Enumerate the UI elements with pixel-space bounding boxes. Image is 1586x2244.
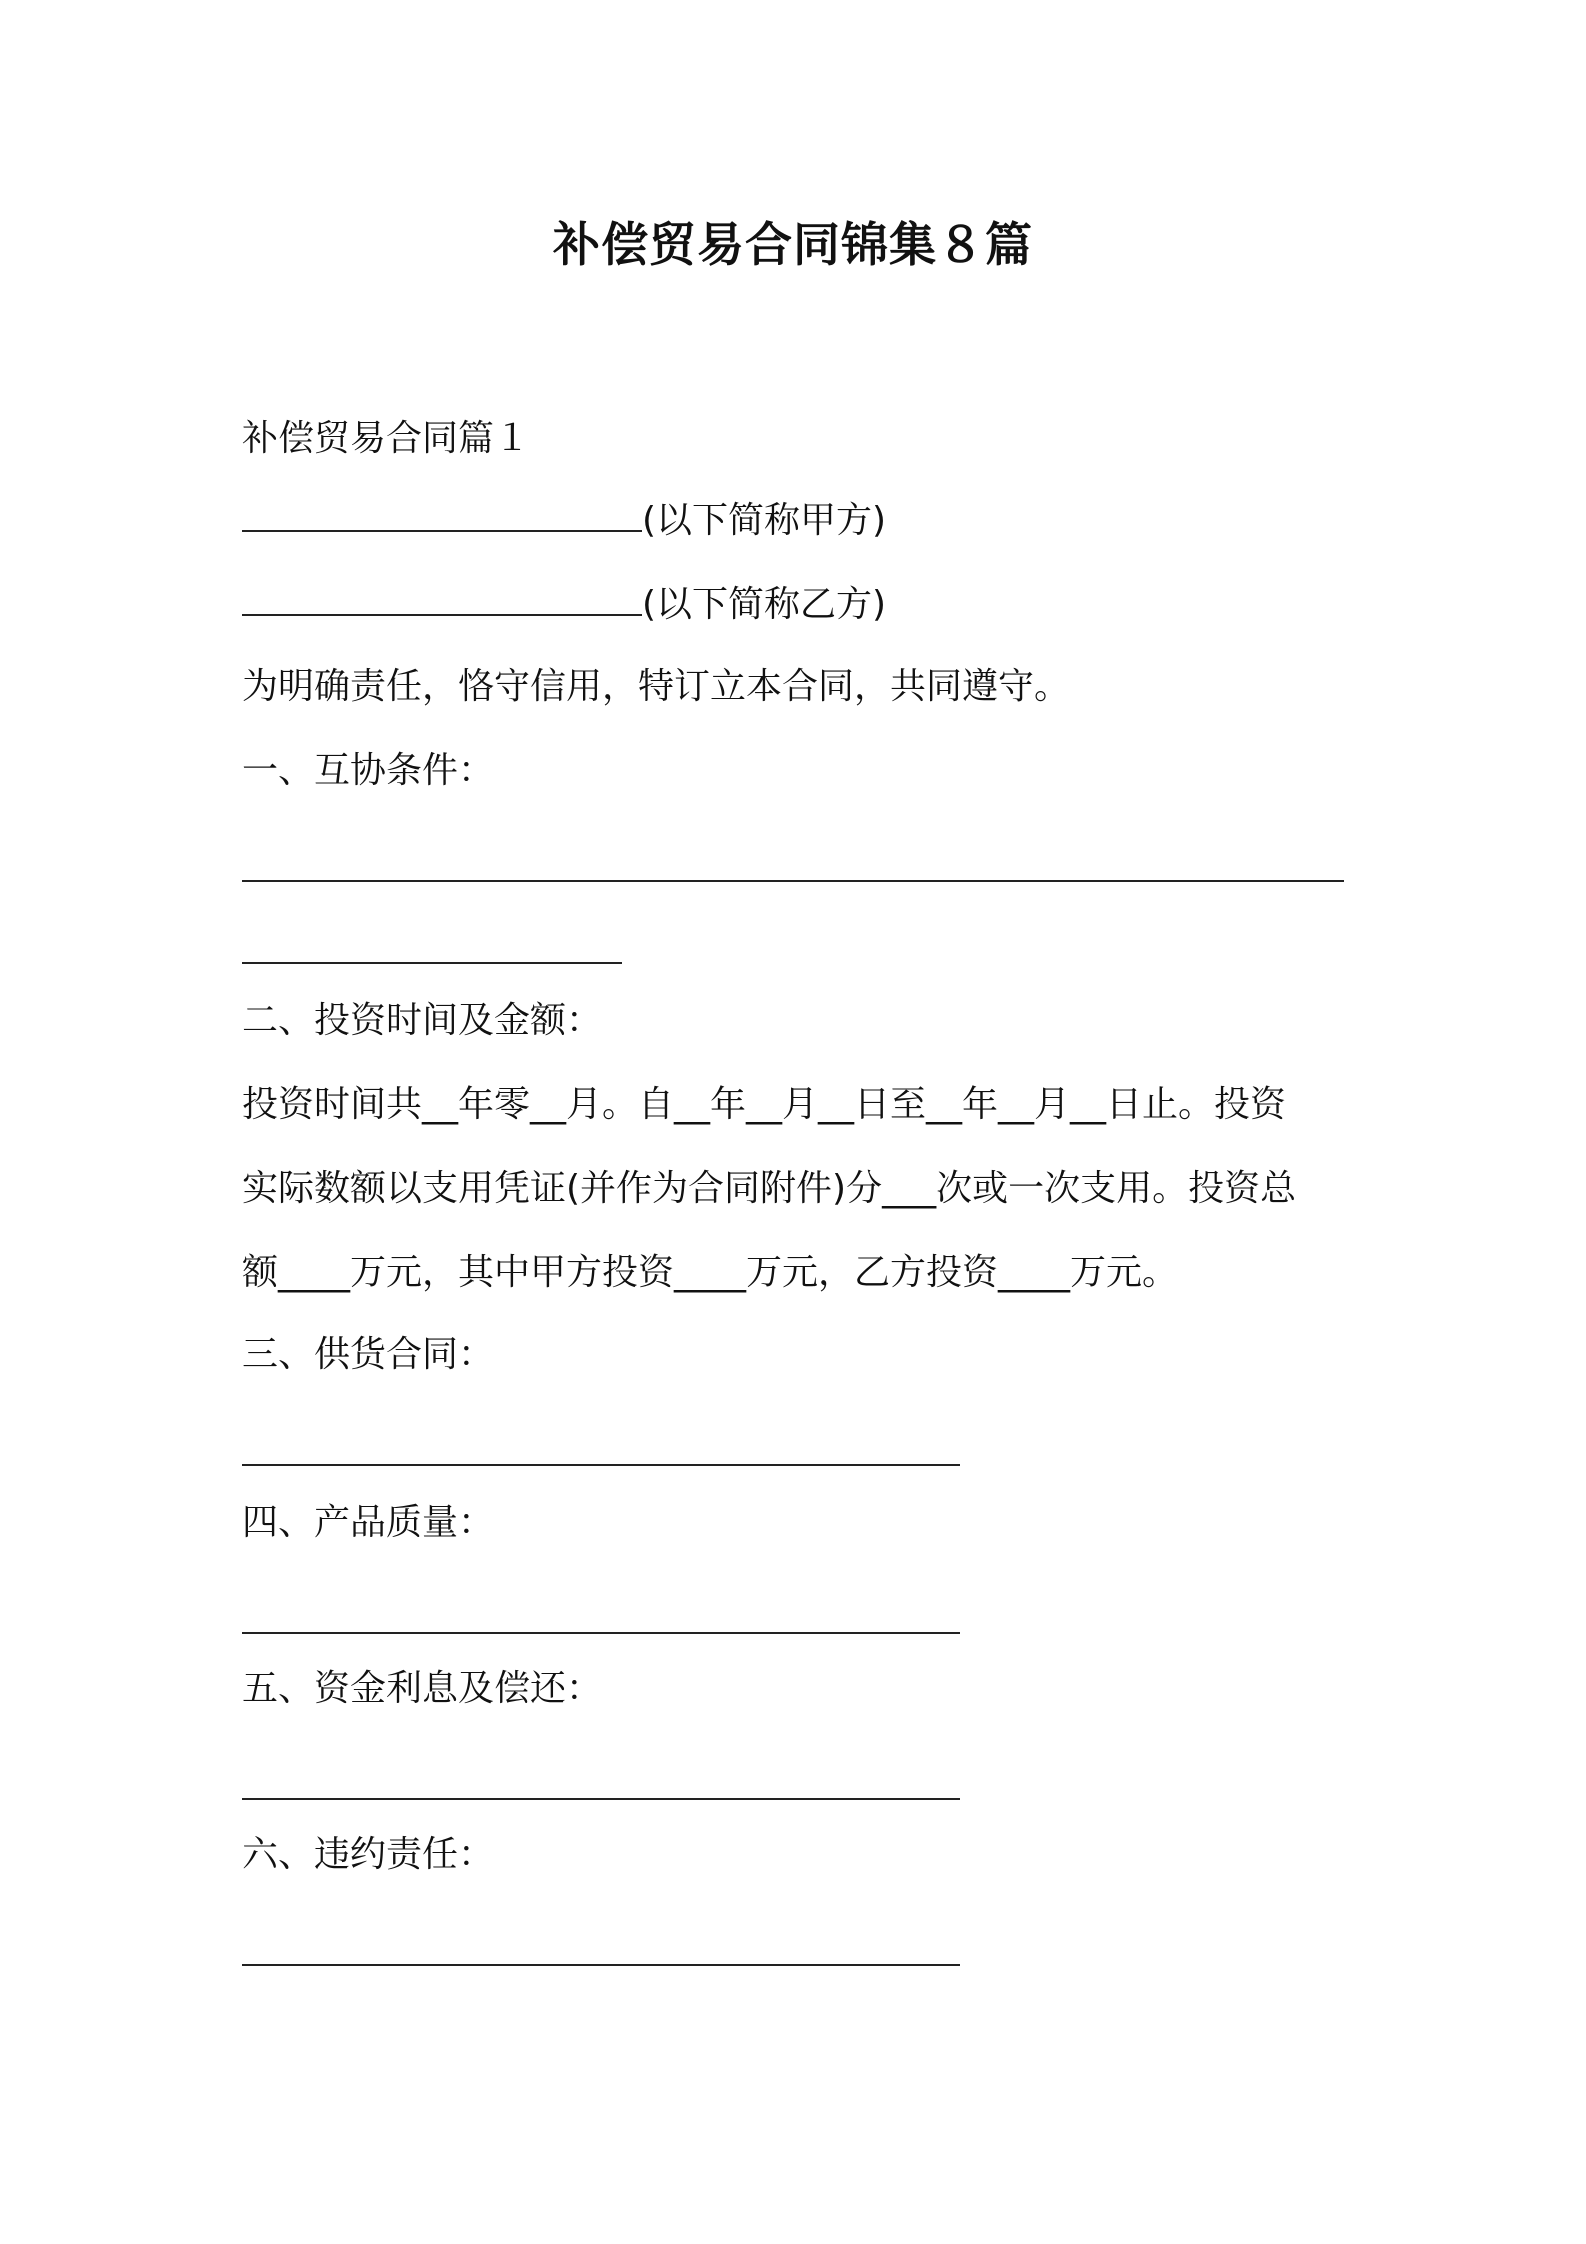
party-a-suffix: (以下简称甲方) [642,500,887,541]
party-b-blank [242,584,642,616]
clause-1-blank-line-2 [242,962,622,964]
section-heading: 补偿贸易合同篇１ [242,418,531,459]
clause-6-blank-line [242,1964,960,1966]
clause-5-blank-line [242,1798,960,1800]
party-a-line [242,496,886,546]
clause-1-blank-line-1 [242,880,1344,882]
clause-2-heading: 二、投资时间及金额： [242,1000,603,1041]
clause-3-heading: 三、供货合同： [242,1334,495,1375]
clause-6-heading: 六、违约责任： [242,1834,495,1875]
document-title: 补偿贸易合同锦集８篇 [553,218,1033,273]
party-b-line [242,580,886,630]
clause-2-body-line-3: 额____万元，其中甲方投资____万元，乙方投资____万元。 [242,1252,1179,1293]
clause-3-blank-line [242,1464,960,1466]
clause-2-body-line-1: 投资时间共__年零__月。自__年__月__日至__年__月__日止。投资 [242,1084,1287,1125]
clause-4-heading: 四、产品质量： [242,1502,495,1543]
clause-1-heading: 一、互协条件： [242,750,495,791]
clause-2-body-line-2: 实际数额以支用凭证(并作为合同附件)分___次或一次支用。投资总 [242,1168,1297,1209]
party-b-suffix: (以下简称乙方) [642,584,887,625]
intro-paragraph: 为明确责任，恪守信用，特订立本合同，共同遵守。 [242,666,1071,707]
party-a-blank [242,500,642,532]
clause-5-heading: 五、资金利息及偿还： [242,1668,603,1709]
clause-4-blank-line [242,1632,960,1634]
